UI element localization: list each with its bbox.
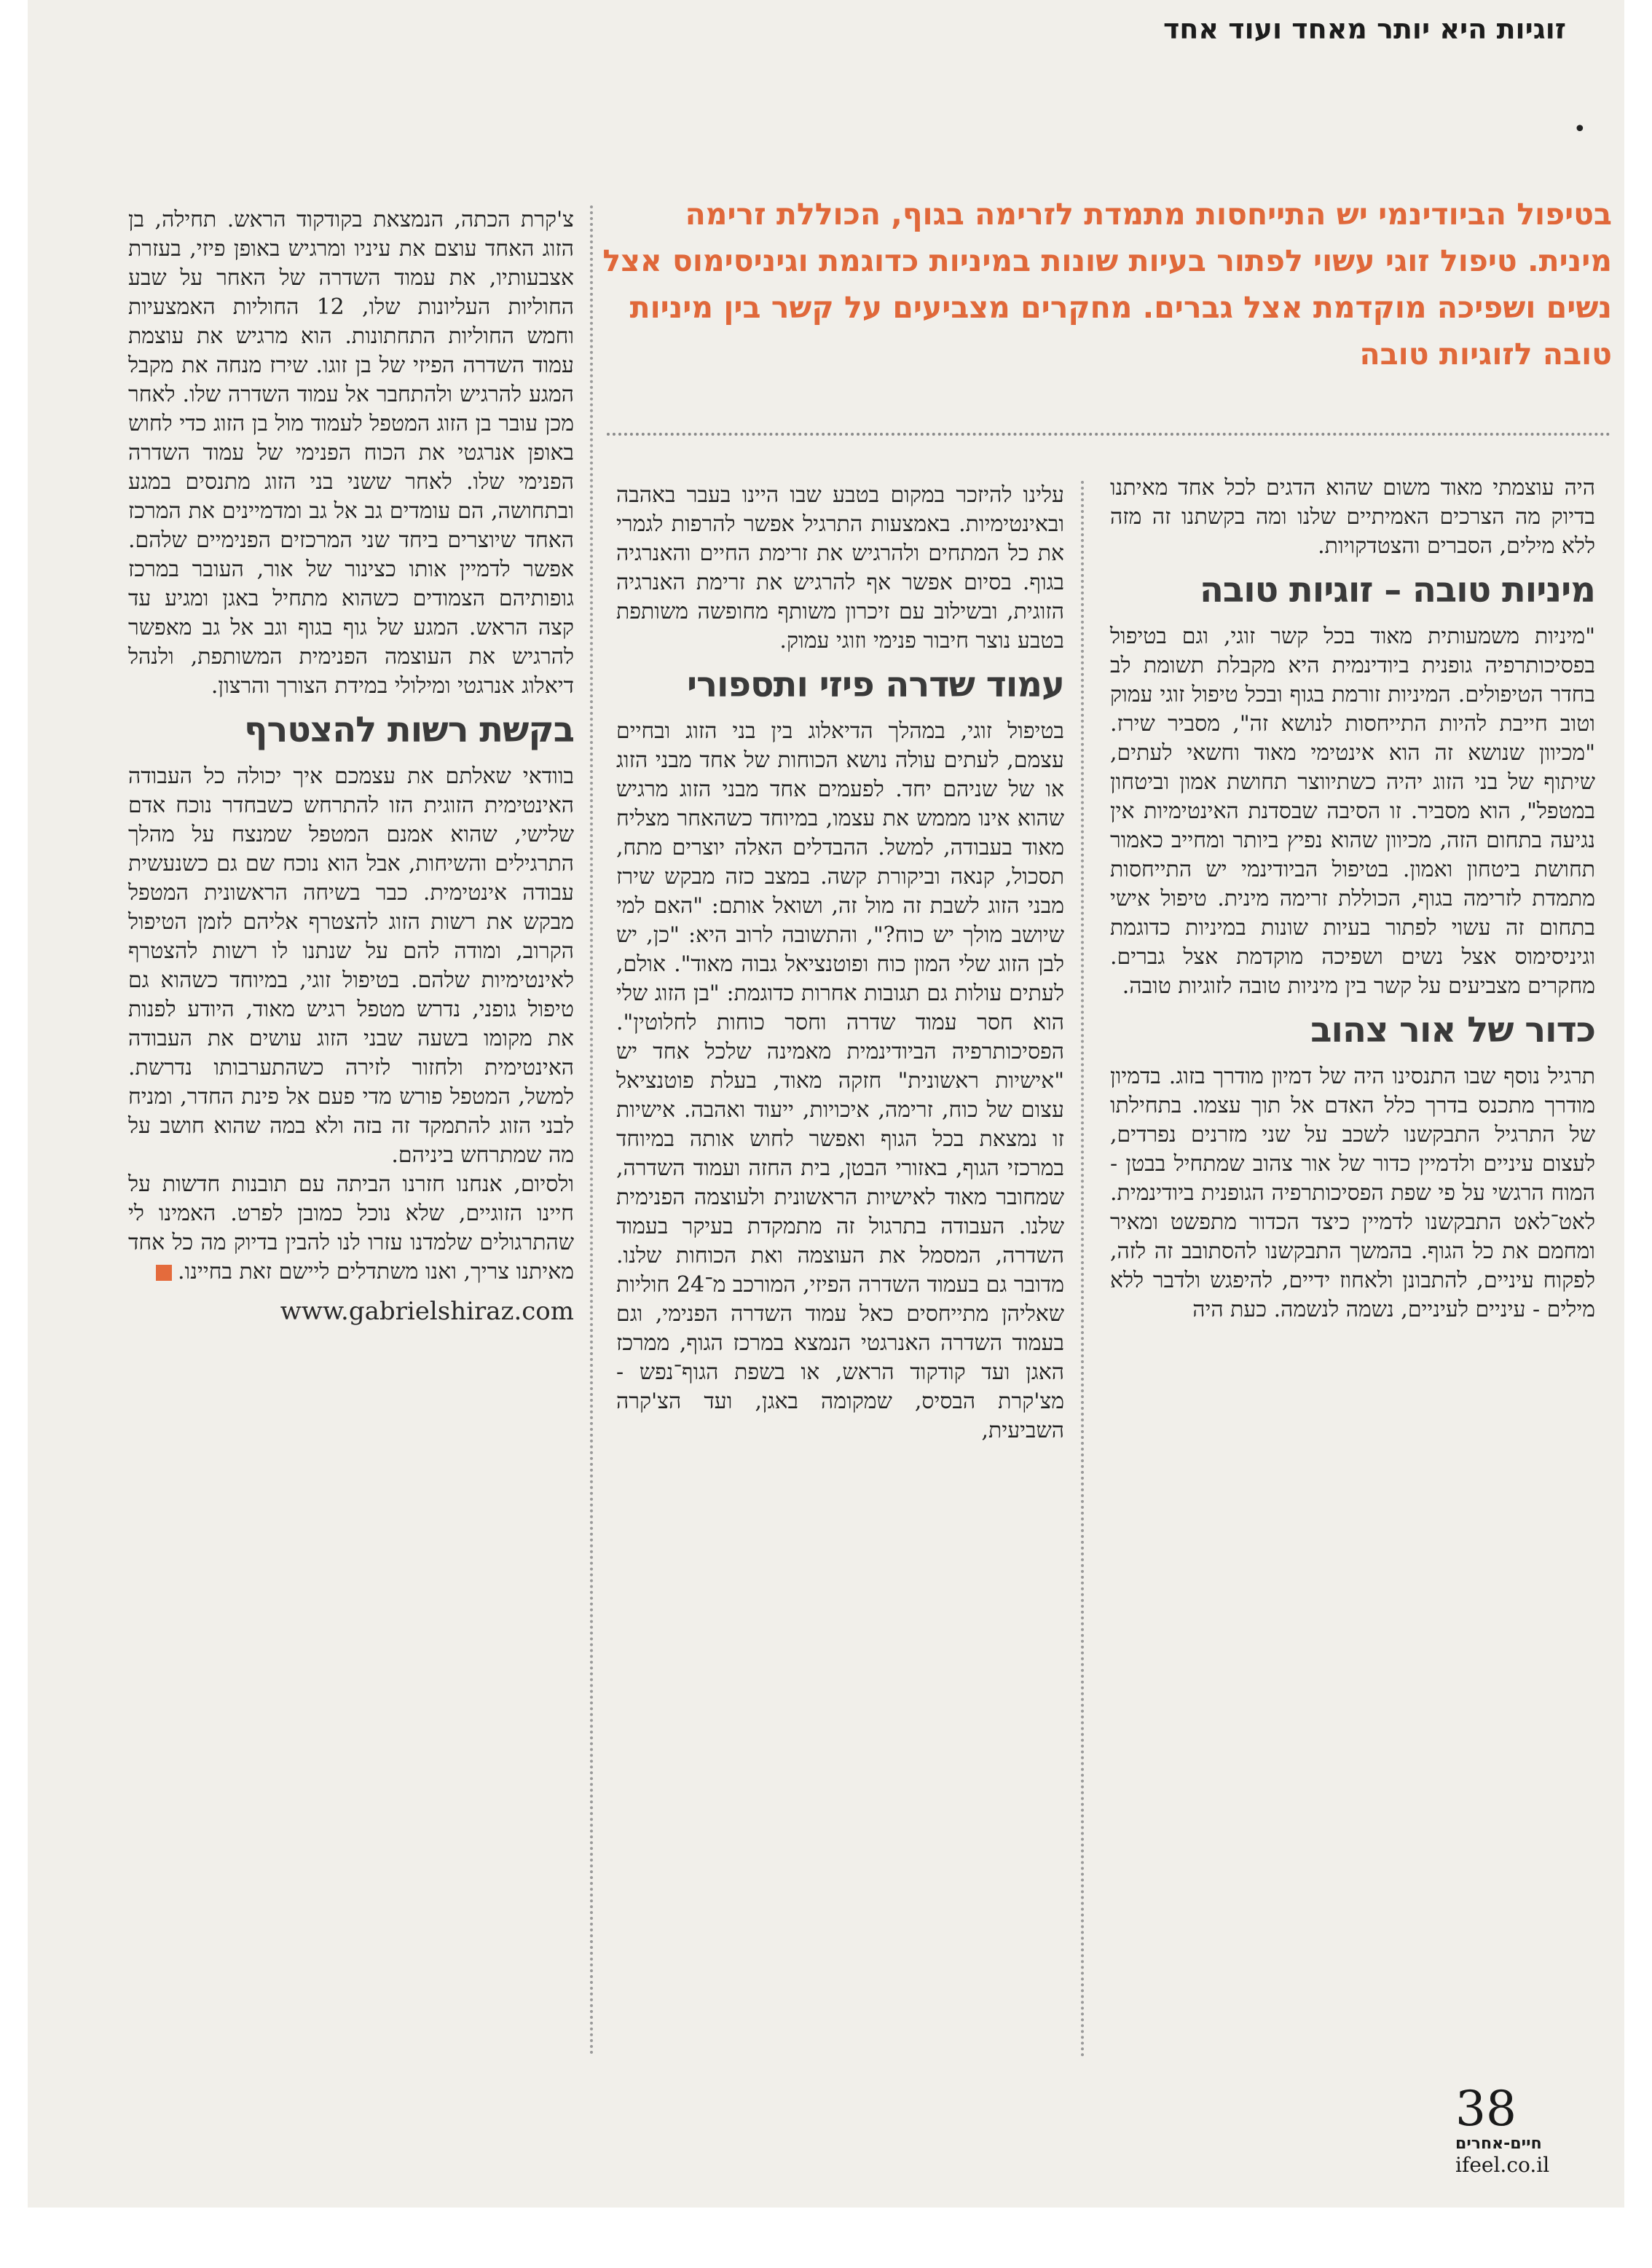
column-right-paragraph-2: "מיניות משמעותית מאוד בכל קשר זוגי, וגם בטיפול בפסיכותרפיה גופנית ביודינמית היא מקבלת תשומת לב בחדר הטיפולים. המיניות זורמת בגוף ובכל טיפול זוגי עמוק וטוב חייבת להיות התייחסות לנושא זה", מסביר שירז. "מכיוון שנושא זה הוא אינטימי מאוד וחשאי לעתים, שיתוף של בני הזוג יהיה כשתיווצר תחושת אמון וביטחון במטפל", הוא מסביר. זו הסיבה שבסדנת האינטימיות אין נגיעה בתחום הזה, מכיוון שהוא נפיץ ביותר ומחייב כאמור תחושת ביטחון ואמון. בטיפול הביודינמי יש התייחסות מתמדת לזרימה בגוף, הכוללת זרימה מינית. טיפול אישי בתחום זה עשוי לפתור בעיות שונות במיניות כדוגמת וגיניסימוס אצל נשים ושפיכה מוקדמת אצל גברים. מחקרים מצביעים על קשר בין מיניות טובה לזוגיות טובה. bbox=[1110, 624, 1595, 999]
dotted-divider-column-left bbox=[590, 205, 593, 2056]
subheading-good-sexuality: מיניות טובה – זוגיות טובה bbox=[1199, 570, 1595, 611]
column-middle bbox=[616, 481, 1064, 1445]
pull-quote: בטיפול הביודינמי יש התייחסות מתמדת לזרימה בגוף, הכוללת זרימה מינית. טיפול זוגי עשוי לפתור בעיות שונות במיניות כדוגמת וגיניסימוס אצל נשים ושפיכה מוקדמת אצל גברים. מחקרים מצביעים על קשר בין מיניות טובה לזוגיות טובה bbox=[602, 197, 1612, 372]
page-number: 38 bbox=[1455, 2081, 1517, 2137]
magazine-page bbox=[28, 0, 1624, 2208]
column-left-paragraph-3 bbox=[128, 1170, 574, 1287]
column-middle-paragraph-2: בטיפול זוגי, במהלך הדיאלוג בין בני הזוג ובחיים עצמם, לעתים עולה נושא הכוחות של אחד מבני הזוג או של שניהם יחד. לפעמים אחד מבני הזוג מרגיש שהוא אינו מממש את עצמו, במיוחד כשהאחר מצליח מאוד בעבודה, למשל. ההבדלים האלה יוצרים מתח, תסכול, קנאה וביקורת קשה. במצב כזה מבקש שירז מבני הזוג לשבת זה מול זה, ושואל אותם: "האם למי שיושב מולך יש כוח?", והתשובה לרוב היא: "כן, יש לבן הזוג שלי המון כוח ופוטנציאל גבוה מאוד". אולם, לעתים עולות גם תגובות אחרות כדוגמת: "בן הזוג שלי הוא חסר עמוד שדרה וחסר כוחות לחלוטין". הפסיכותרפיה הביודינמית מאמינה שלכל אחד יש "אישיות ראשונית" חזקה מאוד, בעלת פוטנציאל עצום של כוח, זרימה, איכויות, ייעוד ואהבה. אישיות זו נמצאת בכל הגוף ואפשר לחוש אותה במיוחד במרכזי הגוף, באזורי הבטן, בית החזה ועמוד השדרה, שמחובר מאוד לאישיות הראשונית ולעוצמה הפנימית שלנו. העבודה בתרגול זה מתמקדת בעיקר בעמוד השדרה, המסמל את העוצמה ואת הכוחות שלנו. מדובר גם בעמוד השדרה הפיזי, המורכב מ־24 חוליות שאליהן מתייחסים כאל עמוד השדרה הפנימי, וגם בעמוד השדרה האנרגטי הנמצא במרכז הגוף, ממרכז האגן ועד קודקוד הראש, או בשפת הגוף־נפש - מצ'קרת הבסיס, שמקומה באגן, ועד הצ'קרה השביעית, bbox=[616, 718, 1064, 1443]
subheading-yellow-light-ball: כדור של אור צהוב bbox=[1310, 1010, 1595, 1051]
column-middle-paragraph-1: עלינו להיזכר במקום בטבע שבו היינו בעבר באהבה ובאינטימיות. באמצעות התרגיל אפשר להרפות לגמרי את כל המתחים ולהרגיש את זרימת החיים והאנרגיה בגוף. בסיום אפשר אף להרגיש את זרימת האנרגיה הזוגית, ובשילוב עם זיכרון משותף מחופשה משותפת בטבע נוצר חיבור פנימי וזוגי עמוק. bbox=[616, 482, 1064, 654]
column-right bbox=[1110, 474, 1595, 1325]
column-left bbox=[128, 205, 574, 1326]
end-mark-square-icon bbox=[156, 1265, 172, 1281]
bullet-mark: • bbox=[1573, 117, 1586, 142]
subheading-spine: עמוד שדרה פיזי ותספורי bbox=[686, 664, 1064, 705]
magazine-brand: חיים-אחרים bbox=[1455, 2135, 1542, 2153]
column-right-paragraph-1: היה עוצמתי מאוד משום שהוא הדגים לכל אחד מאיתנו בדיוק מה הצרכים האמיתיים שלנו ומה בקשתנו זה מזה ללא מילים, הסברים והצטדקויות. bbox=[1110, 475, 1595, 559]
subheading-permission: בקשת רשות להצטרף bbox=[243, 710, 574, 750]
magazine-site: ifeel.co.il bbox=[1455, 2153, 1550, 2177]
page-header-title: זוגיות היא יותר מאחד ועוד אחד bbox=[1163, 13, 1566, 45]
dotted-divider-column-right bbox=[1081, 481, 1084, 2058]
dotted-divider-horizontal bbox=[607, 433, 1610, 436]
closing-paragraph-text: ולסיום, אנחנו חזרנו הביתה עם תובנות חדשות על חיינו הזוגיים, שלא נוכל כמובן לפרט. האמינו לי שהתרגולים שלמדנו עזרו לנו להבין בדיוק מה כל אחד מאיתנו צריך, ואנו משתדלים ליישם זאת בחיינו. bbox=[128, 1172, 574, 1284]
column-left-paragraph-1: צ'קרת הכתה, הנמצאת בקודקוד הראש. תחילה, בן הזוג האחד עוצם את עיניו ומרגיש באופן פיזי, בעזרת אצבעותיו, את עמוד השדרה של האחר על שבע החוליות העליונות שלו, 12 החוליות האמצעיות וחמש החוליות התחתונות. הוא מרגיש את עוצמת עמוד השדרה הפיזי של בן זוגו. שירז מנחה את מקבל המגע להרגיש ולהתחבר אל עמוד השדרה שלו. לאחר מכן עובר בן הזוג המטפל לעמוד מול בן הזוג כדי לחוש באופן אנרגטי את הכוח הפנימי של עמוד השדרה הפנימי שלו. לאחר ששני בני הזוג מתנסים במגע ובתחושה, הם עומדים גב אל גב ומדמיינים את המרכז האחד שיוצרים ביחד שני המרכזים הפנימיים שלהם. אפשר לדמיין אותו כצינור של אור, העובר במרכז גופותיהם הצמודים כשהוא מתחיל באגן ומגיע עד קצה הראש. המגע של גוף בגוף וגב אל גב מאפשר להרגיש את העוצמה הפנימית המשותפת, ולנהל דיאלוג אנרגטי ומילולי במידת הצורך והרצון. bbox=[128, 207, 574, 699]
website-link[interactable]: www.gabrielshiraz.com bbox=[280, 1297, 574, 1326]
page-folio bbox=[1455, 2081, 1586, 2177]
column-right-paragraph-3: תרגיל נוסף שבו התנסינו היה של דמיון מודרך בזוג. בדמיון מודרך מתכנס בדרך כלל האדם אל תוך עצמו. בתחילתו של התרגיל התבקשנו לשכב על שני מזרנים נפרדים, לעצום עיניים ולדמיין כדור של אור צהוב שמתחיל בבטן - המוח הרגשי על פי שפת הפסיכותרפיה הגופנית ביודינמית. לאט־לאט התבקשנו לדמיין כיצד הכדור מתפשט ומאיר ומחמם את כל הגוף. בהמשך התבקשנו להסתובב זה לזה, לפקוח עיניים, להתבונן ולאחוז ידיים, להיפגש ולדבר ללא מילים - עיניים לעיניים, נשמה לנשמה. כעת היה bbox=[1110, 1064, 1595, 1322]
column-left-paragraph-2: בוודאי שאלתם את עצמכם איך יכולה כל העבודה האינטימית הזוגית הזו להתרחש כשבחדר נוכח אדם שלישי, שהוא אמנם המטפל שמנצח על מהלך התרגילים והשיחות, אבל הוא נוכח שם גם כשנעשית עבודה אינטימית. כבר בשיחה הראשונית המטפל מבקש את רשות הזוג להצטרף אליהם לזמן הטיפול הקרוב, ומודה להם על שנתנו לו רשות להצטרף לאינטימיות שלהם. בטיפול זוגי, במיוחד כשהוא גם טיפול גופני, נדרש מטפל רגיש מאוד, היודע לפנות את מקומו בשעה שבני הזוג עושים את העבודה האינטימית ולחזור לזירה כשהתערבותו נדרשת. למשל, המטפל פורש מדי פעם אל פינת החדר, ומניח לבני הזוג להתמקד זה בזה ולא במה שהוא חושב על מה שמתרחש ביניהם. bbox=[128, 764, 574, 1168]
